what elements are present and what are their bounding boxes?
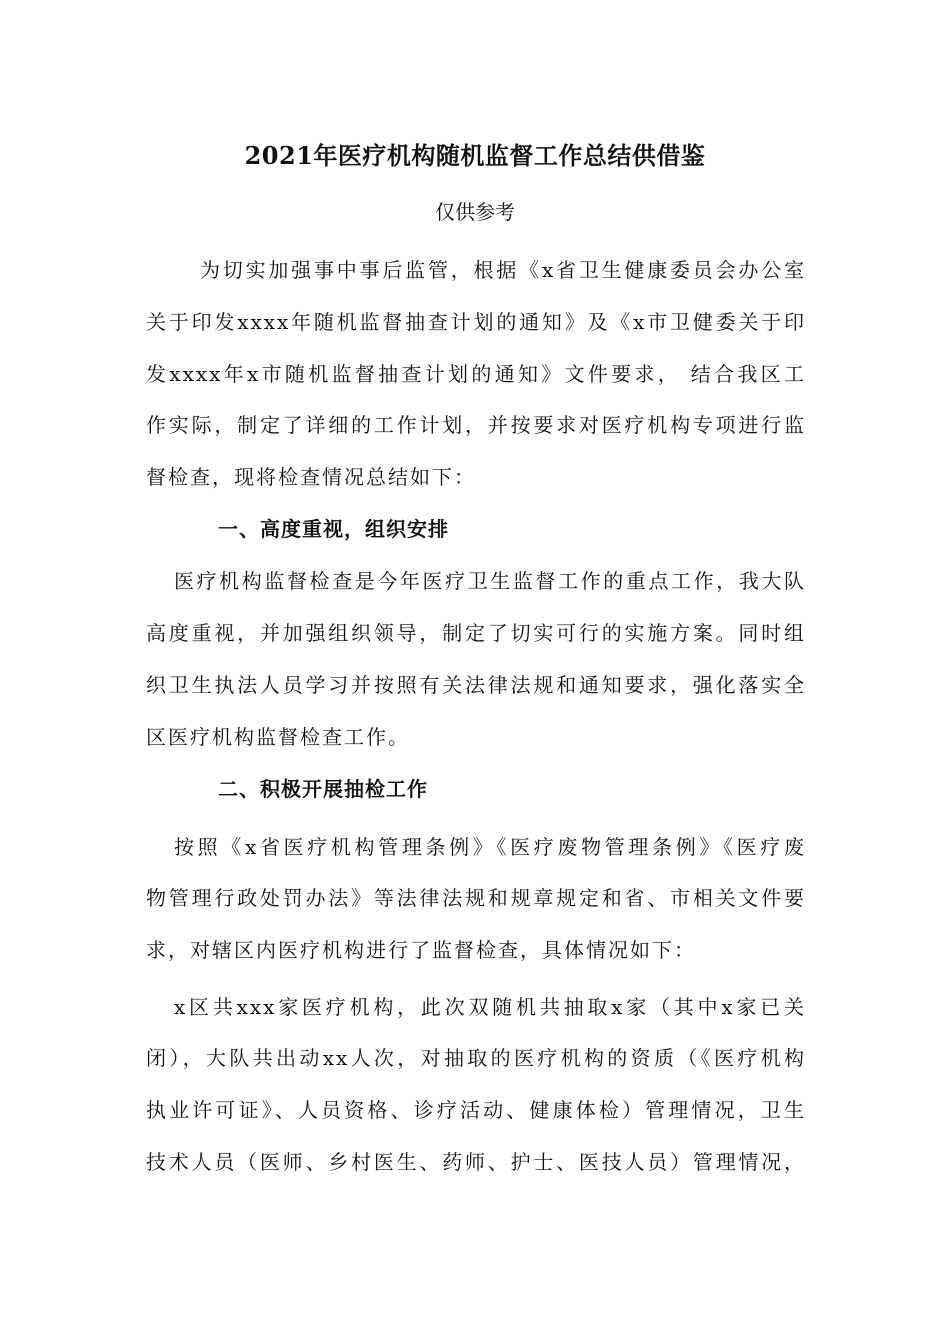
intro-line-2: 关于印发xxxx年随机监督抽查计划的通知》及《x市卫健委关于印 <box>146 310 806 334</box>
section-1-line-2: 高度重视，并加强组织领导，制定了切实可行的实施方案。同时组 <box>146 621 806 645</box>
intro-line-5: 督检查，现将检查情况总结如下： <box>146 465 476 489</box>
section-2-para-2-line-1: x区共xxx家医疗机构，此次双随机共抽取x家（其中x家已关 <box>174 995 806 1019</box>
section-2-para-2-line-2: 闭），大队共出动xx人次，对抽取的医疗机构的资质（《医疗机构 <box>146 1046 806 1070</box>
section-2-heading: 二、积极开展抽检工作 <box>218 777 428 801</box>
section-1-line-3: 织卫生执法人员学习并按照有关法律法规和通知要求，强化落实全 <box>146 673 806 697</box>
section-1-heading: 一、高度重视，组织安排 <box>218 517 449 541</box>
section-2-para-1-line-2: 物管理行政处罚办法》等法律法规和规章规定和省、市相关文件要 <box>146 886 806 910</box>
section-2-para-1-line-3: 求，对辖区内医疗机构进行了监督检查，具体情况如下： <box>146 938 696 962</box>
intro-line-4: 作实际，制定了详细的工作计划，并按要求对医疗机构专项进行监 <box>146 413 806 437</box>
intro-line-3: 发xxxx年x市随机监督抽查计划的通知》文件要求， 结合我区工 <box>146 362 806 386</box>
section-2-para-2-line-4: 技术人员（医师、乡村医生、药师、护士、医技人员）管理情况， <box>146 1150 806 1174</box>
intro-line-1: 为切实加强事中事后监管，根据《x省卫生健康委员会办公室 <box>200 258 806 282</box>
section-1-line-4: 区医疗机构监督检查工作。 <box>146 725 410 749</box>
document-subtitle: 仅供参考 <box>435 200 515 224</box>
section-2-para-1-line-1: 按照《x省医疗机构管理条例》《医疗废物管理条例》《医疗废 <box>174 835 806 859</box>
document-title: 2021年医疗机构随机监督工作总结供借鉴 <box>244 141 706 170</box>
section-2-para-2-line-3: 执业许可证》、人员资格、诊疗活动、健康体检）管理情况，卫生 <box>146 1098 806 1122</box>
section-1-line-1: 医疗机构监督检查是今年医疗卫生监督工作的重点工作，我大队 <box>174 569 806 593</box>
